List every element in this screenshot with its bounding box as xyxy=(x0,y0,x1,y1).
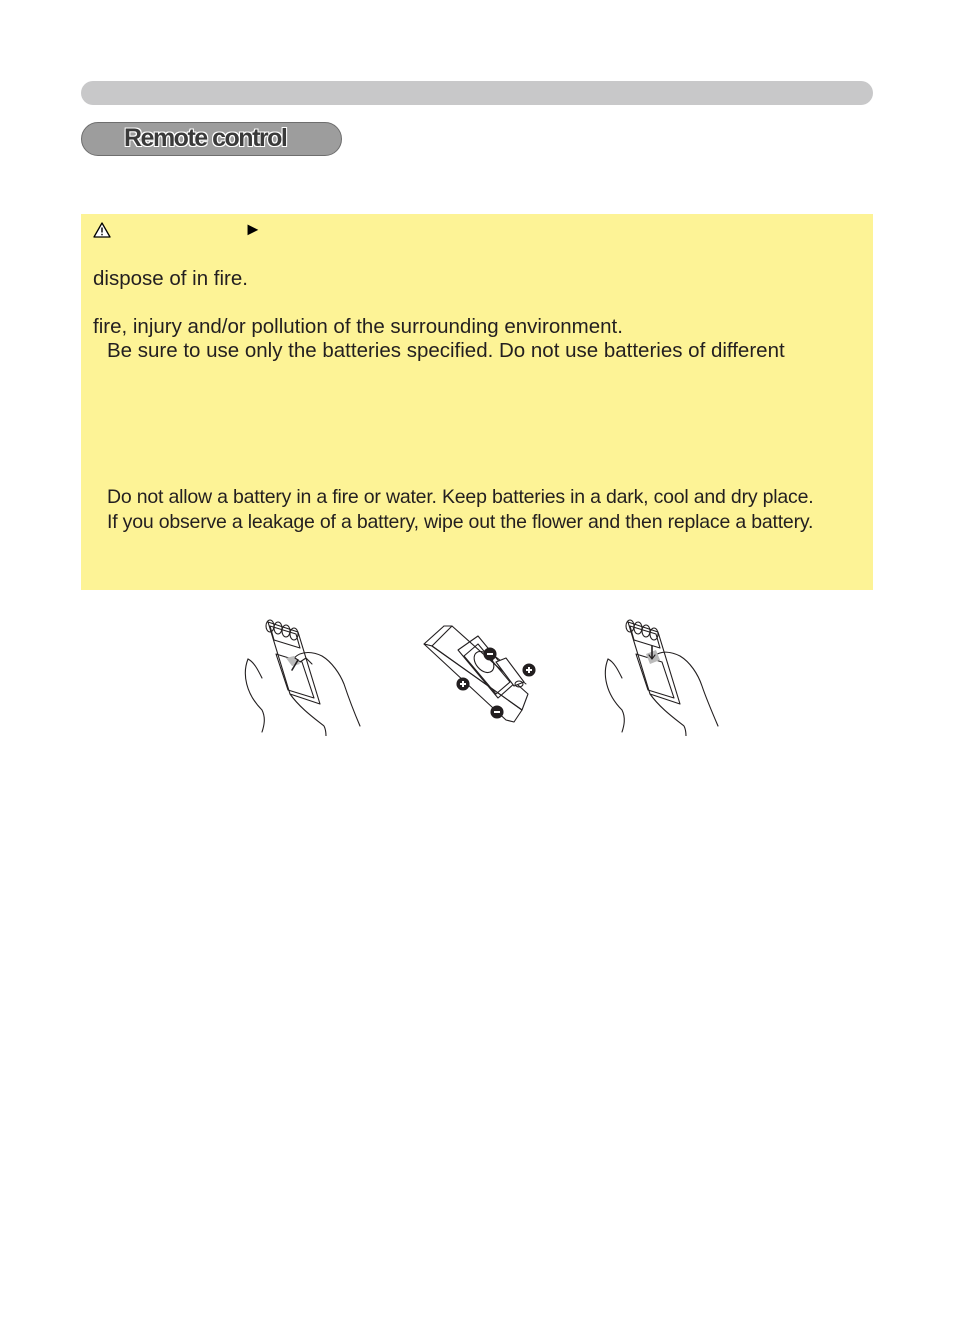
warning-triangle-icon xyxy=(93,222,111,238)
arrow-icon: ► xyxy=(244,219,262,239)
warning-box xyxy=(81,214,873,590)
remote-open-cover-icon xyxy=(240,614,365,736)
warning-line: If you observe a leakage of a battery, wipe out the flower and then replace a battery. xyxy=(107,511,814,533)
section-heading xyxy=(81,122,342,156)
section-title: Remote control xyxy=(124,124,287,152)
warning-line: Do not allow a battery in a fire or water. Keep batteries in a dark, cool and dry place. xyxy=(107,486,814,508)
header-bar xyxy=(81,81,873,105)
warning-line: fire, injury and/or pollution of the surrounding environment. xyxy=(93,315,623,338)
warning-line: Be sure to use only the batteries specified. Do not use batteries of different xyxy=(107,339,785,362)
remote-insert-batteries-icon xyxy=(418,614,540,724)
warning-line: dispose of in fire. xyxy=(93,267,248,290)
remote-close-cover-icon xyxy=(600,614,725,736)
